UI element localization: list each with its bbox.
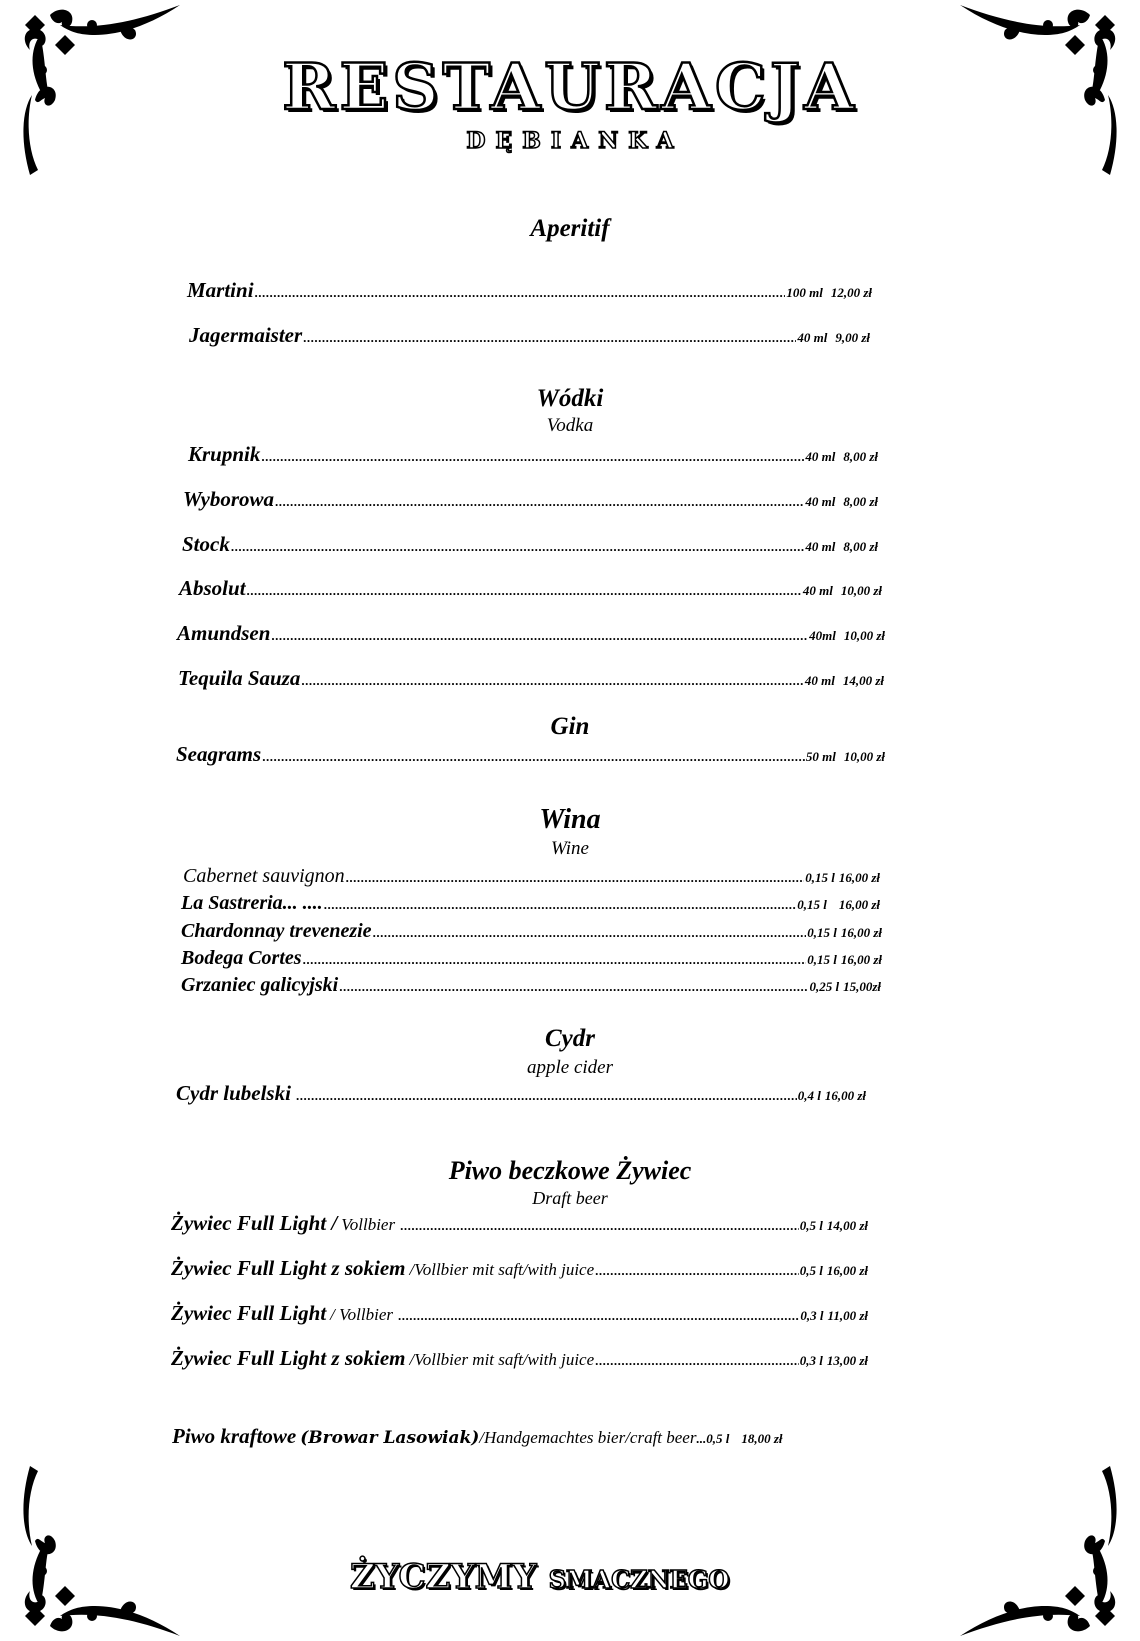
menu-item [189,325,870,346]
section-title-gin: Gin [550,713,590,740]
menu-item [176,744,885,765]
item-volume: 50 ml [805,749,836,764]
section-subtitle-wine: Wine [551,838,589,859]
item-price: 16,00 zł [826,1263,868,1278]
section-title-wine: Wina [539,804,601,835]
menu-item [181,948,882,968]
item-note: Vollbier [341,1215,396,1234]
item-price: 16,00 zł [838,897,880,912]
item-volume: 0,3 l [800,1308,824,1323]
item-price: 8,00 zł [843,494,878,509]
item-volume: 0,25 l [809,979,840,994]
item-note: /Vollbier mit saft/with juice [409,1260,595,1279]
item-volume: 40 ml [805,494,836,509]
item-name: Żywiec Full Light z sokiem [171,1346,406,1370]
item-price: 18,00 zł [741,1431,783,1446]
menu-item [181,893,880,913]
footer-greeting-big: ŻYCZYMY [350,1557,537,1597]
item-price: 8,00 zł [843,539,878,554]
item-name: Amundsen [177,621,271,645]
item-volume: 40ml [809,628,836,643]
item-name: Chardonnay trevenezie [181,920,372,942]
item-price: 15,00zł [843,979,881,994]
item-price: 16,00 zł [838,870,880,885]
item-price: 13,00 zł [826,1353,868,1368]
item-price: 8,00 zł [843,449,878,464]
item-price: 12,00 zł [830,285,872,300]
item-name: Krupnik [188,442,261,466]
item-volume: 0,5 l [799,1218,823,1233]
item-name: Żywiec Full Light / [171,1211,338,1235]
leader-dots: ... [696,1431,707,1446]
menu-item [179,578,882,599]
item-name: Seagrams [176,742,262,766]
menu-item-craft-beer [172,1426,872,1447]
item-volume: 40 ml [802,583,833,598]
item-note: /Handgemachtes bier/craft beer [479,1428,697,1447]
menu-item [177,623,885,644]
item-note: / Vollbier [330,1305,393,1324]
item-price: 9,00 zł [835,330,870,345]
menu-item [171,1213,868,1234]
item-name: Grzaniec galicyjski [181,974,339,996]
section-subtitle-draft-beer: Draft beer [532,1188,608,1208]
item-name: Żywiec Full Light [171,1301,327,1325]
menu-item [183,866,880,886]
item-volume: 0,15 l [807,925,837,940]
item-price: 10,00 zł [843,749,885,764]
item-name: Martini [187,278,254,302]
menu-item [187,280,872,301]
corner-flourish-top-left-icon [0,0,190,180]
item-name: Stock [182,532,230,556]
menu-item [183,489,878,510]
menu-item [188,444,878,465]
item-volume: 40 ml [804,673,835,688]
item-brewery: (Browar Lasowiak) [300,1428,480,1448]
restaurant-subtitle: DĘBIANKA [466,128,684,154]
corner-flourish-bottom-left-icon [0,1461,190,1641]
item-price: 16,00 zł [824,1088,866,1103]
menu-item [181,975,881,995]
menu-item [178,668,884,689]
item-price: 10,00 zł [840,583,882,598]
menu-item [171,1258,868,1279]
menu-item [176,1083,866,1104]
item-volume: 40 ml [797,330,828,345]
section-subtitle-cider: apple cider [526,1057,613,1078]
item-volume: 100 ml [786,285,823,300]
item-name: Piwo kraftowe [172,1424,297,1448]
item-name: La Sastreria... .... [181,892,323,914]
footer-greeting-small: SMACZNEGO [548,1565,730,1594]
item-volume: 40 ml [805,539,836,554]
item-name: Absolut [179,576,246,600]
item-name: Cydr lubelski [176,1081,291,1105]
menu-item [182,534,878,555]
item-name: Jagermaister [189,323,303,347]
item-volume: 40 ml [805,449,836,464]
item-volume: 0,15 l [805,870,835,885]
item-name: Cabernet sauvignon [183,865,345,887]
section-title-vodka: Wódki [536,385,604,412]
menu-item [171,1303,868,1324]
menu-item [171,1348,868,1369]
menu-item [181,921,882,941]
restaurant-name: RESTAURACJA [282,50,858,125]
item-name: Żywiec Full Light z sokiem [171,1256,406,1280]
item-name: Tequila Sauza [178,666,301,690]
item-price: 14,00 zł [826,1218,868,1233]
item-volume: 0,4 l [797,1088,821,1103]
item-volume: 0,3 l [799,1353,823,1368]
corner-flourish-bottom-right-icon [950,1461,1140,1641]
corner-flourish-top-right-icon [950,0,1140,180]
section-title-cider: Cydr [545,1025,595,1052]
item-volume: 0,15 l [807,952,837,967]
item-price: 14,00 zł [842,673,884,688]
section-title-aperitif: Aperitif [530,215,610,242]
item-name: Bodega Cortes [181,947,302,969]
item-volume: 0,5 l [706,1431,730,1446]
item-price: 11,00 zł [827,1308,868,1323]
item-name: Wyborowa [183,487,275,511]
item-price: 10,00 zł [843,628,885,643]
section-title-draft-beer: Piwo beczkowe Żywiec [448,1156,692,1185]
item-volume: 0,5 l [799,1263,823,1278]
item-price: 16,00 zł [840,925,882,940]
footer-greeting [350,1555,790,1599]
item-volume: 0,15 l [797,897,827,912]
section-subtitle-vodka: Vodka [546,415,594,436]
item-note: /Vollbier mit saft/with juice [409,1350,595,1369]
item-price: 16,00 zł [840,952,882,967]
